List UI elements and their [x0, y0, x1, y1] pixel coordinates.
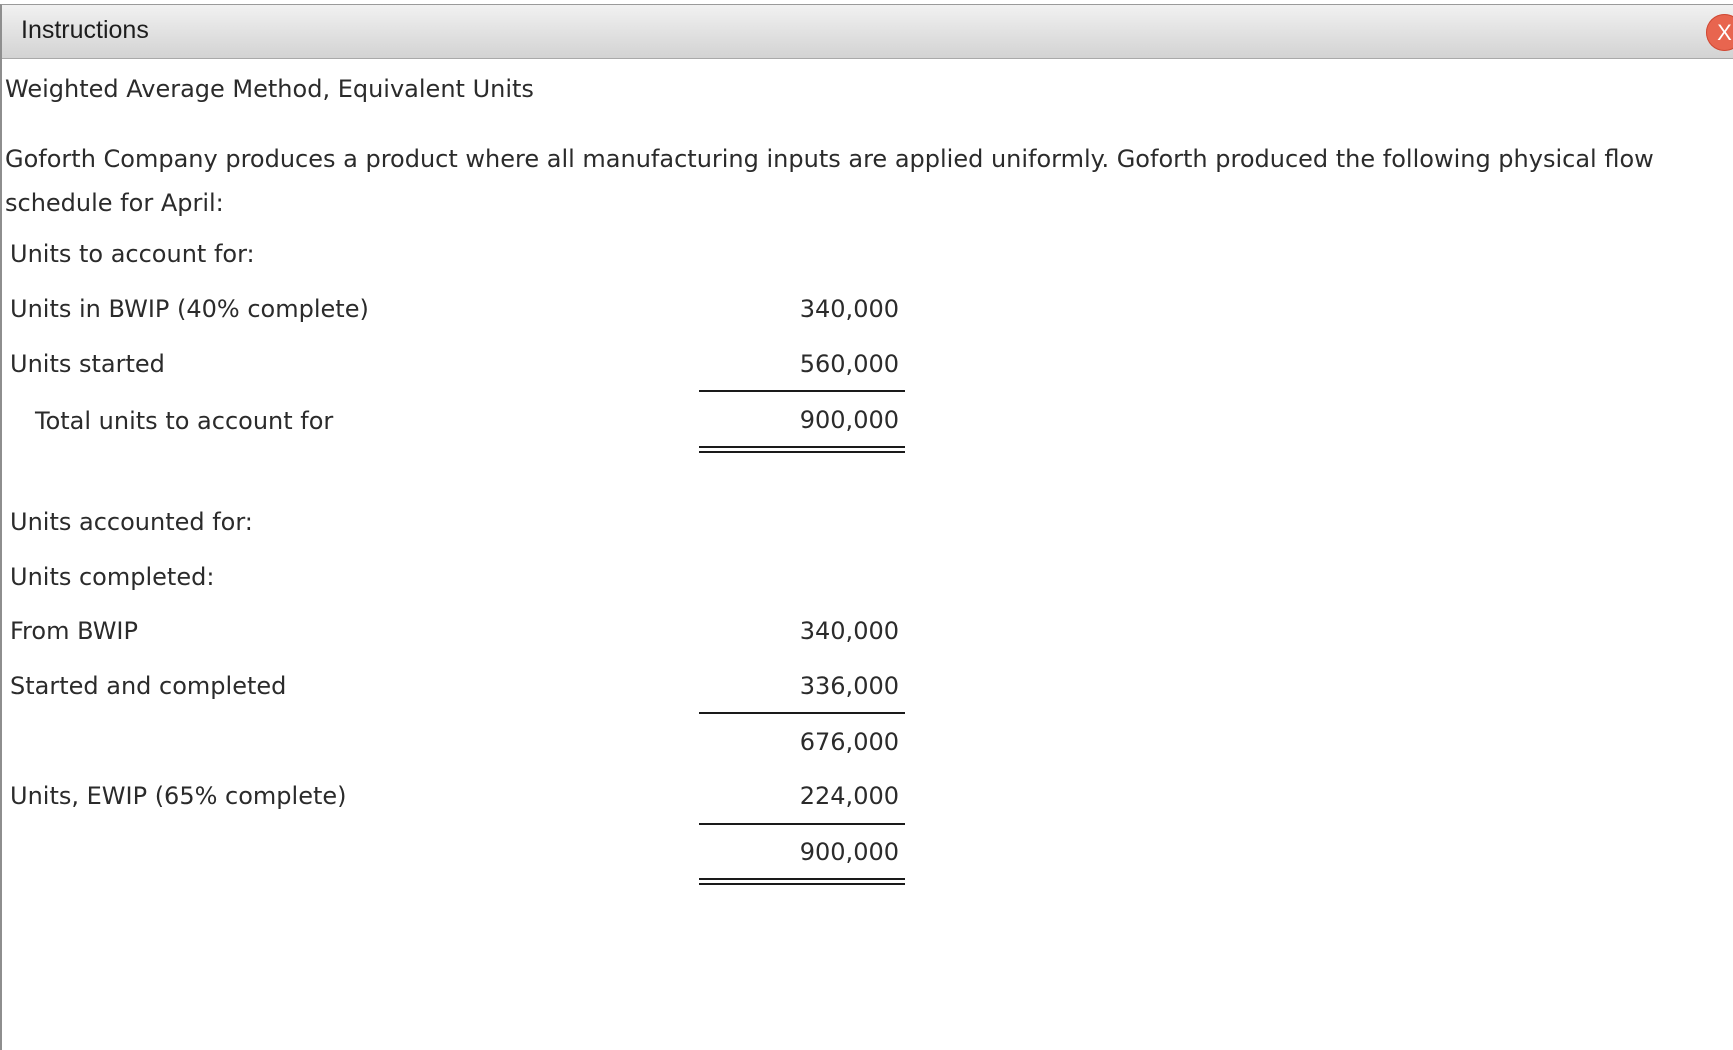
from-bwip-value: 340,000: [799, 617, 899, 645]
instructions-window: [0, 4, 1733, 1050]
total-value: 900,000: [799, 406, 899, 434]
subtotal-rule: [699, 390, 905, 392]
completed-rule: [699, 712, 905, 714]
started-label: Units started: [10, 350, 165, 378]
bwip-value: 340,000: [799, 295, 899, 323]
close-button[interactable]: X: [1706, 14, 1733, 51]
completed-header: Units completed:: [10, 563, 215, 591]
problem-heading: Weighted Average Method, Equivalent Units: [5, 75, 534, 103]
bwip-label: Units in BWIP (40% complete): [10, 295, 369, 323]
grand-total-double-rule: [699, 878, 905, 885]
problem-intro: Goforth Company produces a product where all manufacturing inputs are applied uniformly. Goforth produced the following physical flow schedule for April:: [5, 145, 1654, 217]
started-completed-label: Started and completed: [10, 672, 287, 700]
to-account-header: Units to account for:: [10, 240, 255, 268]
ewip-value: 224,000: [799, 782, 899, 810]
window-titlebar: [2, 5, 1733, 59]
instructions-content: [5, 59, 1733, 1050]
grand-total-value: 900,000: [799, 838, 899, 866]
window-title: Instructions: [21, 16, 149, 44]
accounted-header: Units accounted for:: [10, 508, 253, 536]
started-completed-value: 336,000: [799, 672, 899, 700]
from-bwip-label: From BWIP: [10, 617, 138, 645]
total-label: Total units to account for: [35, 407, 334, 435]
ewip-rule: [699, 823, 905, 825]
ewip-label: Units, EWIP (65% complete): [10, 782, 347, 810]
started-value: 560,000: [799, 350, 899, 378]
total-double-rule: [699, 446, 905, 453]
completed-subtotal-value: 676,000: [799, 728, 899, 756]
